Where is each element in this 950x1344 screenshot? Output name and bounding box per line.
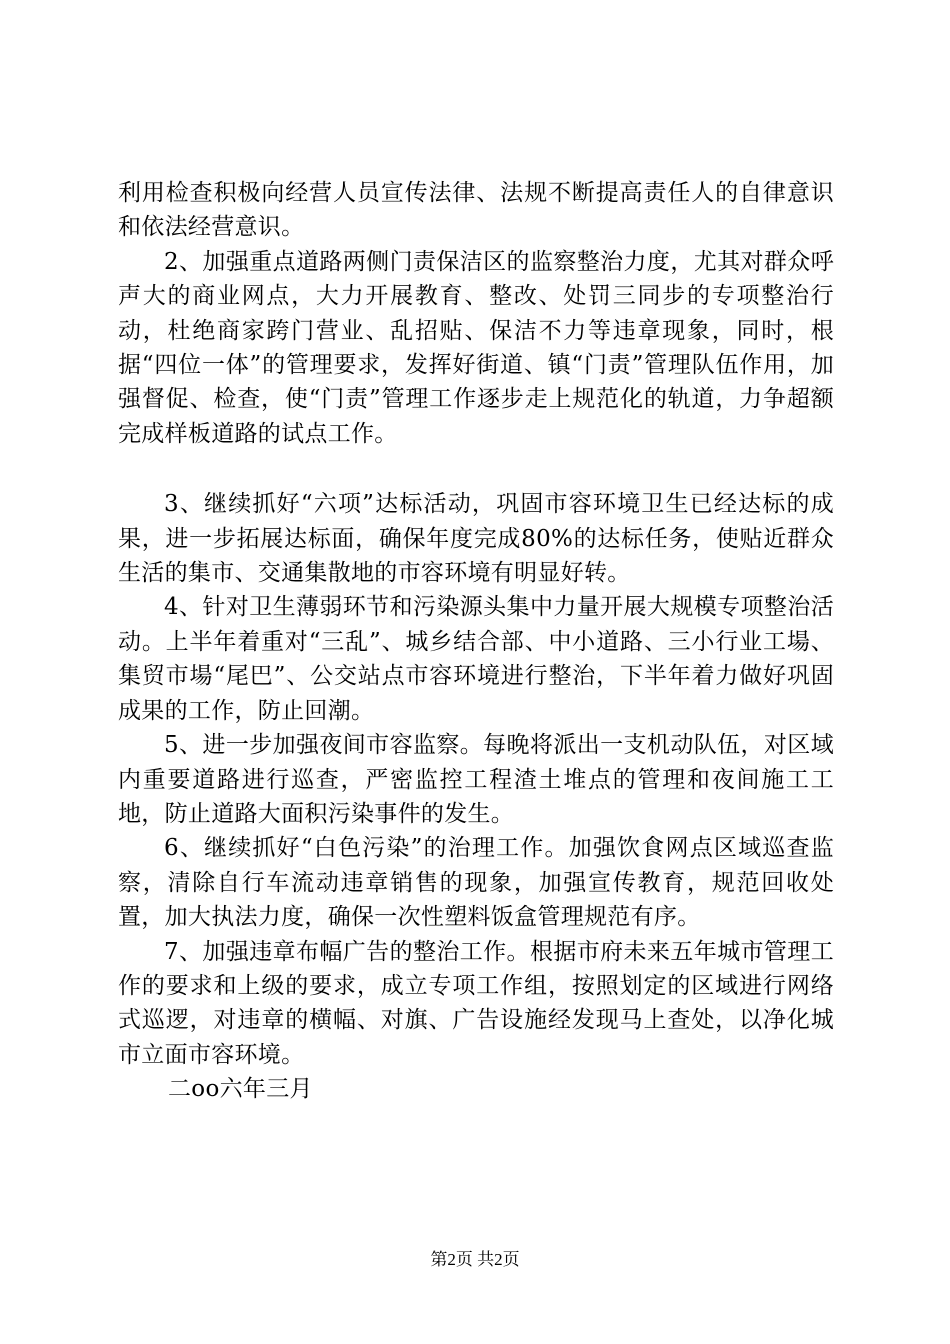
paragraph-1-continuation: 利用检查积极向经营人员宣传法律、法规不断提高责任人的自律意识和依法经营意识。 xyxy=(118,180,834,241)
paragraph-item-2: 2、加强重点道路两侧门责保洁区的监察整治力度，尤其对群众呼声大的商业网点，大力开展教育、整改、处罚三同步的专项整治行动，杜绝商家跨门营业、乱招贴、保洁不力等违章现象，同时，根据“四位一体”的管理要求，发挥好街道、镇“门责”管理队伍作用，加强督促、检查，使“门责”管理工作逐步走上规范化的轨道，力争超额完成样板道路的试点工作。 xyxy=(118,248,834,447)
document-date: 二oo六年三月 xyxy=(168,1076,313,1103)
document-body xyxy=(118,176,834,1107)
paragraph-item-3: 3、继续抓好“六项”达标活动，巩固市容环境卫生已经达标的成果，进一步拓展达标面，确保年度完成80%的达标任务，使贴近群众生活的集市、交通集散地的市容环境有明显好转。 xyxy=(118,491,834,587)
paragraph-item-5: 5、进一步加强夜间市容监察。每晚将派出一支机动队伍，对区域内重要道路进行巡查，严密监控工程渣土堆点的管理和夜间施工工地，防止道路大面积污染事件的发生。 xyxy=(118,732,834,827)
paragraph-item-6: 6、继续抓好“白色污染”的治理工作。加强饮食网点区域巡查监察，清除自行车流动违章销售的现象，加强宣传教育，规范回收处置，加大执法力度，确保一次性塑料饭盒管理规范有序。 xyxy=(118,835,834,931)
paragraph-item-7: 7、加强违章布幅广告的整治工作。根据市府未来五年城市管理工作的要求和上级的要求，成立专项工作组，按照划定的区域进行网络式巡逻，对违章的横幅、对旗、广告设施经发现马上查处，以净化城市立面市容环境。 xyxy=(118,938,834,1068)
paragraph-item-4: 4、针对卫生薄弱环节和污染源头集中力量开展大规模专项整治活动。上半年着重对“三乱”、城乡结合部、中小道路、三小行业工場、集贸市場“尾巴”、公交站点市容环境进行整治，下半年着力做好巩固成果的工作，防止回潮。 xyxy=(118,594,834,724)
page-number-footer: 第2页 共2页 xyxy=(430,1250,520,1269)
